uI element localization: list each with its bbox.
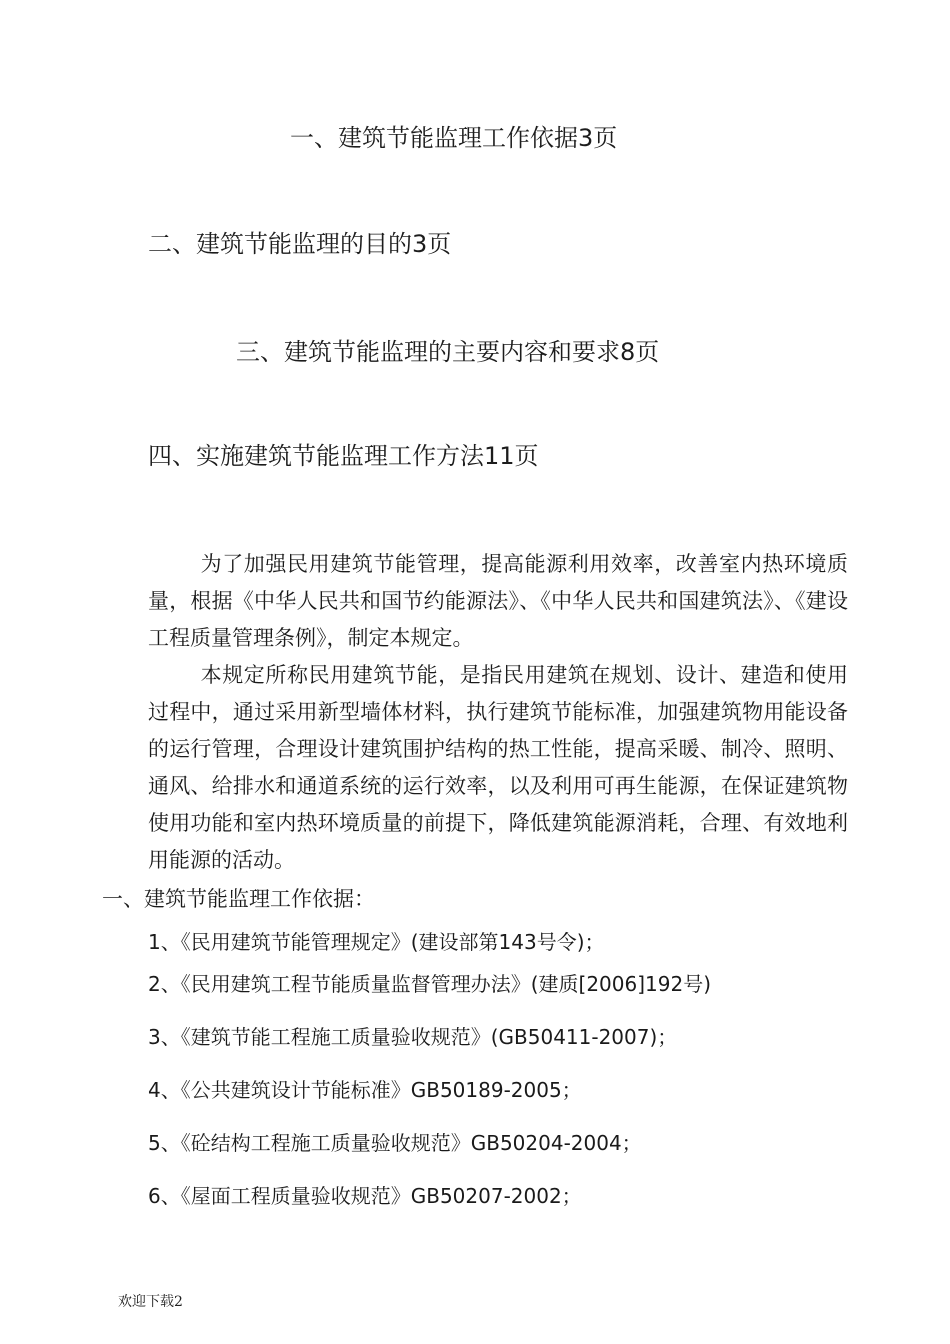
toc-entry-1: 一、建筑节能监理工作依据3页 <box>290 124 618 152</box>
reference-item-2: 2、《民用建筑工程节能质量监督管理办法》(建质[2006]192号) <box>148 972 712 996</box>
toc-entry-4: 四、实施建筑节能监理工作方法11页 <box>148 442 539 470</box>
reference-item-5: 5、《砼结构工程施工质量验收规范》GB50204-2004； <box>148 1131 642 1155</box>
reference-item-3: 3、《建筑节能工程施工质量验收规范》(GB50411-2007)； <box>148 1025 678 1049</box>
toc-entry-2: 二、建筑节能监理的目的3页 <box>148 230 452 258</box>
intro-paragraph-1 <box>148 546 848 657</box>
page-footer: 欢迎下载2 <box>118 1294 183 1310</box>
reference-item-4: 4、《公共建筑设计节能标准》GB50189-2005； <box>148 1078 582 1102</box>
toc-entry-3: 三、建筑节能监理的主要内容和要求8页 <box>236 338 660 366</box>
section-heading: 一、建筑节能监理工作依据： <box>102 887 375 911</box>
reference-item-6: 6、《屋面工程质量验收规范》GB50207-2002； <box>148 1184 582 1208</box>
paragraph-text: 为了加强民用建筑节能管理，提高能源利用效率，改善室内热环境质量，根据《中华人民共和国节约能源法》、《中华人民共和国建筑法》、《建设工程质量管理条例》，制定本规定。 <box>148 552 848 650</box>
intro-paragraph-2 <box>148 657 848 879</box>
paragraph-text: 本规定所称民用建筑节能，是指民用建筑在规划、设计、建造和使用过程中，通过采用新型墙体材料，执行建筑节能标准，加强建筑物用能设备的运行管理，合理设计建筑围护结构的热工性能，提高采暖、制冷、照明、通风、给排水和通道系统的运行效率，以及利用可再生能源，在保证建筑物使用功能和室内热环境质量的前提下，降低建筑能源消耗，合理、有效地利用能源的活动。 <box>148 663 848 872</box>
reference-item-1: 1、《民用建筑节能管理规定》(建设部第143号令)； <box>148 930 605 954</box>
